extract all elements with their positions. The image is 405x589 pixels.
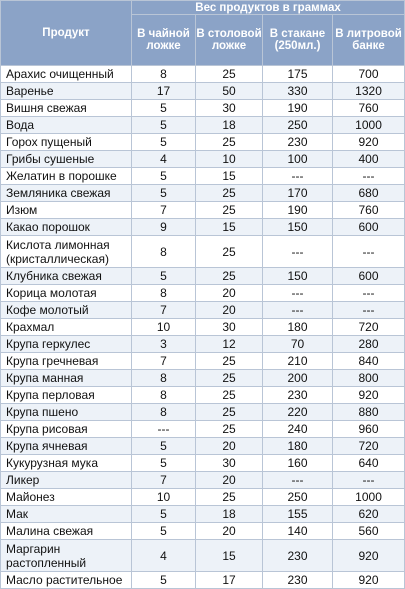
tablespoon-cell: 50 bbox=[196, 83, 263, 100]
teaspoon-cell: 5 bbox=[132, 455, 196, 472]
tablespoon-cell: 25 bbox=[196, 185, 263, 202]
table-row bbox=[1, 336, 405, 353]
table-row bbox=[1, 285, 405, 302]
table-row bbox=[1, 134, 405, 151]
table-header bbox=[1, 1, 405, 66]
teaspoon-cell: 10 bbox=[132, 319, 196, 336]
table-row bbox=[1, 185, 405, 202]
product-name-cell: Майонез bbox=[1, 489, 132, 506]
liter-jar-cell: 640 bbox=[333, 455, 405, 472]
product-name-cell: Варенье bbox=[1, 83, 132, 100]
table-row bbox=[1, 302, 405, 319]
table-row bbox=[1, 523, 405, 540]
tablespoon-cell: 20 bbox=[196, 285, 263, 302]
table-row bbox=[1, 236, 405, 268]
teaspoon-cell: 5 bbox=[132, 185, 196, 202]
tablespoon-cell: 30 bbox=[196, 100, 263, 117]
liter-jar-cell: 760 bbox=[333, 100, 405, 117]
table-row bbox=[1, 540, 405, 572]
glass-cell: 250 bbox=[263, 117, 333, 134]
teaspoon-cell: 8 bbox=[132, 66, 196, 83]
teaspoon-cell: 7 bbox=[132, 302, 196, 319]
teaspoon-cell: 8 bbox=[132, 370, 196, 387]
tablespoon-cell: 30 bbox=[196, 319, 263, 336]
product-name-cell: Вода bbox=[1, 117, 132, 134]
tablespoon-cell: 20 bbox=[196, 472, 263, 489]
tablespoon-cell: 25 bbox=[196, 236, 263, 268]
teaspoon-cell: 8 bbox=[132, 404, 196, 421]
glass-cell: --- bbox=[263, 302, 333, 319]
table-row bbox=[1, 202, 405, 219]
table-row bbox=[1, 83, 405, 100]
tablespoon-cell: 12 bbox=[196, 336, 263, 353]
liter-jar-cell: 1000 bbox=[333, 489, 405, 506]
teaspoon-cell: 5 bbox=[132, 134, 196, 151]
table-row bbox=[1, 438, 405, 455]
product-name-cell: Корица молотая bbox=[1, 285, 132, 302]
glass-cell: 140 bbox=[263, 523, 333, 540]
teaspoon-cell: 5 bbox=[132, 168, 196, 185]
table-row bbox=[1, 404, 405, 421]
product-name-cell: Крахмал bbox=[1, 319, 132, 336]
glass-cell: 230 bbox=[263, 572, 333, 589]
glass-cell: 210 bbox=[263, 353, 333, 370]
table-row bbox=[1, 572, 405, 589]
product-name-cell: Вишня свежая bbox=[1, 100, 132, 117]
tablespoon-cell: 18 bbox=[196, 117, 263, 134]
liter-jar-cell: 700 bbox=[333, 66, 405, 83]
glass-cell: 180 bbox=[263, 319, 333, 336]
glass-cell: --- bbox=[263, 236, 333, 268]
tablespoon-cell: 25 bbox=[196, 134, 263, 151]
teaspoon-cell: 8 bbox=[132, 387, 196, 404]
table-row bbox=[1, 387, 405, 404]
tablespoon-cell: 15 bbox=[196, 168, 263, 185]
glass-cell: 70 bbox=[263, 336, 333, 353]
glass-cell: 250 bbox=[263, 489, 333, 506]
table-row bbox=[1, 455, 405, 472]
teaspoon-cell: 5 bbox=[132, 117, 196, 134]
liter-jar-cell: 800 bbox=[333, 370, 405, 387]
liter-jar-cell: 760 bbox=[333, 202, 405, 219]
product-name-cell: Масло растительное bbox=[1, 572, 132, 589]
product-name-cell: Земляника свежая bbox=[1, 185, 132, 202]
liter-jar-cell: 840 bbox=[333, 353, 405, 370]
product-name-cell: Ликер bbox=[1, 472, 132, 489]
glass-cell: 190 bbox=[263, 100, 333, 117]
liter-jar-cell: 600 bbox=[333, 219, 405, 236]
product-name-cell: Кукурузная мука bbox=[1, 455, 132, 472]
teaspoon-cell: 7 bbox=[132, 472, 196, 489]
liter-jar-cell: 1320 bbox=[333, 83, 405, 100]
header-group-title: Вес продуктов в граммах bbox=[132, 1, 405, 15]
liter-jar-cell: 560 bbox=[333, 523, 405, 540]
tablespoon-cell: 18 bbox=[196, 506, 263, 523]
liter-jar-cell: 620 bbox=[333, 506, 405, 523]
product-name-cell: Малина свежая bbox=[1, 523, 132, 540]
tablespoon-cell: 10 bbox=[196, 151, 263, 168]
product-name-cell: Крупа ячневая bbox=[1, 438, 132, 455]
liter-jar-cell: 920 bbox=[333, 134, 405, 151]
glass-cell: 175 bbox=[263, 66, 333, 83]
product-name-cell: Клубника свежая bbox=[1, 268, 132, 285]
glass-cell: 100 bbox=[263, 151, 333, 168]
table-row bbox=[1, 117, 405, 134]
product-name-cell: Изюм bbox=[1, 202, 132, 219]
tablespoon-cell: 20 bbox=[196, 302, 263, 319]
glass-cell: 155 bbox=[263, 506, 333, 523]
teaspoon-cell: 9 bbox=[132, 219, 196, 236]
tablespoon-cell: 20 bbox=[196, 438, 263, 455]
table-row bbox=[1, 421, 405, 438]
liter-jar-cell: --- bbox=[333, 472, 405, 489]
table-row bbox=[1, 370, 405, 387]
teaspoon-cell: 10 bbox=[132, 489, 196, 506]
glass-cell: --- bbox=[263, 168, 333, 185]
glass-cell: 220 bbox=[263, 404, 333, 421]
product-name-cell: Какао порошок bbox=[1, 219, 132, 236]
header-teaspoon: В чайной ложке bbox=[132, 15, 196, 66]
product-name-cell: Маргарин растопленный bbox=[1, 540, 132, 572]
teaspoon-cell: 5 bbox=[132, 268, 196, 285]
product-name-cell: Кислота лимонная (кристаллическая) bbox=[1, 236, 132, 268]
liter-jar-cell: 1000 bbox=[333, 117, 405, 134]
teaspoon-cell: 5 bbox=[132, 438, 196, 455]
tablespoon-cell: 25 bbox=[196, 489, 263, 506]
table-row bbox=[1, 472, 405, 489]
tablespoon-cell: 25 bbox=[196, 370, 263, 387]
tablespoon-cell: 25 bbox=[196, 404, 263, 421]
glass-cell: 190 bbox=[263, 202, 333, 219]
glass-cell: 200 bbox=[263, 370, 333, 387]
liter-jar-cell: 960 bbox=[333, 421, 405, 438]
product-name-cell: Кофе молотый bbox=[1, 302, 132, 319]
teaspoon-cell: 5 bbox=[132, 506, 196, 523]
liter-jar-cell: 720 bbox=[333, 438, 405, 455]
header-liter-jar: В литровой банке bbox=[333, 15, 405, 66]
glass-cell: --- bbox=[263, 285, 333, 302]
glass-cell: 150 bbox=[263, 219, 333, 236]
glass-cell: 330 bbox=[263, 83, 333, 100]
liter-jar-cell: --- bbox=[333, 285, 405, 302]
liter-jar-cell: --- bbox=[333, 168, 405, 185]
tablespoon-cell: 30 bbox=[196, 455, 263, 472]
liter-jar-cell: 400 bbox=[333, 151, 405, 168]
tablespoon-cell: 15 bbox=[196, 540, 263, 572]
product-name-cell: Крупа гречневая bbox=[1, 353, 132, 370]
liter-jar-cell: --- bbox=[333, 302, 405, 319]
teaspoon-cell: 8 bbox=[132, 285, 196, 302]
teaspoon-cell: 5 bbox=[132, 572, 196, 589]
product-name-cell: Грибы сушеные bbox=[1, 151, 132, 168]
table-row bbox=[1, 151, 405, 168]
table-row bbox=[1, 66, 405, 83]
teaspoon-cell: 7 bbox=[132, 202, 196, 219]
product-name-cell: Арахис очищенный bbox=[1, 66, 132, 83]
product-name-cell: Крупа пшено bbox=[1, 404, 132, 421]
teaspoon-cell: 7 bbox=[132, 353, 196, 370]
liter-jar-cell: 920 bbox=[333, 572, 405, 589]
glass-cell: 230 bbox=[263, 134, 333, 151]
glass-cell: 160 bbox=[263, 455, 333, 472]
teaspoon-cell: 17 bbox=[132, 83, 196, 100]
tablespoon-cell: 17 bbox=[196, 572, 263, 589]
teaspoon-cell: 4 bbox=[132, 151, 196, 168]
liter-jar-cell: 920 bbox=[333, 387, 405, 404]
product-name-cell: Горох пущеный bbox=[1, 134, 132, 151]
glass-cell: --- bbox=[263, 472, 333, 489]
table-row bbox=[1, 506, 405, 523]
teaspoon-cell: 5 bbox=[132, 100, 196, 117]
teaspoon-cell: 5 bbox=[132, 523, 196, 540]
product-name-cell: Крупа манная bbox=[1, 370, 132, 387]
header-glass: В стакане (250мл.) bbox=[263, 15, 333, 66]
liter-jar-cell: --- bbox=[333, 236, 405, 268]
glass-cell: 180 bbox=[263, 438, 333, 455]
liter-jar-cell: 280 bbox=[333, 336, 405, 353]
liter-jar-cell: 880 bbox=[333, 404, 405, 421]
glass-cell: 230 bbox=[263, 387, 333, 404]
tablespoon-cell: 25 bbox=[196, 387, 263, 404]
tablespoon-cell: 20 bbox=[196, 523, 263, 540]
glass-cell: 170 bbox=[263, 185, 333, 202]
product-name-cell: Крупа рисовая bbox=[1, 421, 132, 438]
liter-jar-cell: 720 bbox=[333, 319, 405, 336]
table-row bbox=[1, 219, 405, 236]
table-row bbox=[1, 268, 405, 285]
liter-jar-cell: 680 bbox=[333, 185, 405, 202]
tablespoon-cell: 25 bbox=[196, 353, 263, 370]
liter-jar-cell: 600 bbox=[333, 268, 405, 285]
header-tablespoon: В столовой ложке bbox=[196, 15, 263, 66]
glass-cell: 230 bbox=[263, 540, 333, 572]
table-row bbox=[1, 319, 405, 336]
tablespoon-cell: 25 bbox=[196, 202, 263, 219]
glass-cell: 240 bbox=[263, 421, 333, 438]
table-body bbox=[1, 66, 405, 589]
glass-cell: 150 bbox=[263, 268, 333, 285]
product-name-cell: Желатин в порошке bbox=[1, 168, 132, 185]
table-row bbox=[1, 353, 405, 370]
teaspoon-cell: --- bbox=[132, 421, 196, 438]
product-name-cell: Крупа перловая bbox=[1, 387, 132, 404]
table-row bbox=[1, 168, 405, 185]
tablespoon-cell: 25 bbox=[196, 66, 263, 83]
header-product: Продукт bbox=[1, 1, 132, 66]
teaspoon-cell: 4 bbox=[132, 540, 196, 572]
teaspoon-cell: 3 bbox=[132, 336, 196, 353]
liter-jar-cell: 920 bbox=[333, 540, 405, 572]
product-name-cell: Крупа геркулес bbox=[1, 336, 132, 353]
product-name-cell: Мак bbox=[1, 506, 132, 523]
tablespoon-cell: 15 bbox=[196, 219, 263, 236]
tablespoon-cell: 25 bbox=[196, 268, 263, 285]
teaspoon-cell: 8 bbox=[132, 236, 196, 268]
table-row bbox=[1, 100, 405, 117]
tablespoon-cell: 25 bbox=[196, 421, 263, 438]
table-row bbox=[1, 489, 405, 506]
